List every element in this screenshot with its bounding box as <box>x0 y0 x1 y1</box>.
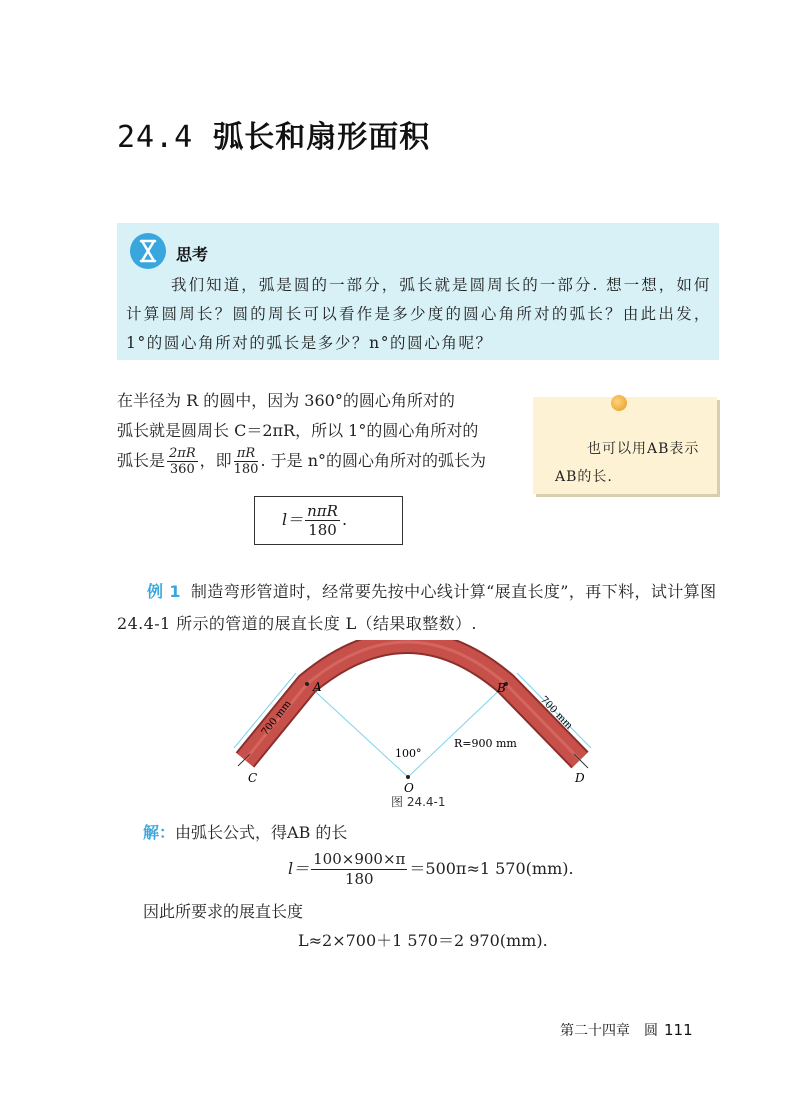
think-heading: 思考 <box>176 245 209 264</box>
eq1-den: 180 <box>344 870 374 888</box>
fraction-piR-180 <box>234 446 259 477</box>
equation-2: L≈2×700＋1 570＝2 970(mm). <box>298 931 548 950</box>
formula-lhs: l＝ <box>282 510 304 529</box>
eq1-rhs: ＝500π≈1 570(mm). <box>409 859 574 878</box>
pipe-body <box>245 642 580 760</box>
example-label: 例 1 <box>147 582 181 601</box>
label-right-length: 700 mm <box>537 694 575 732</box>
fraction-2piR-360 <box>167 446 198 477</box>
body-line-1: 在半径为 R 的圆中，因为 360°的圆心角所对的 <box>117 391 455 410</box>
arc-length-formula <box>282 502 347 539</box>
eq1-num: 100×900×π <box>313 850 406 868</box>
solution-line-2: 因此所要求的展直长度 <box>143 902 304 921</box>
label-radius: R=900 mm <box>454 737 517 750</box>
solution-label: 解： <box>143 823 176 842</box>
label-A: A <box>313 680 322 694</box>
label-O: O <box>404 781 414 795</box>
body-line-2: 弧长就是圆周长 C＝2πR，所以 1°的圆心角所对的 <box>117 421 479 440</box>
formula-num: nπR <box>307 502 338 520</box>
label-D: D <box>575 771 585 785</box>
section-title <box>117 112 430 156</box>
eq1-lhs: l＝ <box>288 859 310 878</box>
body-line-3-b: ，即 <box>199 451 232 470</box>
hourglass-icon <box>130 233 166 269</box>
example-1 <box>117 576 723 640</box>
body-paragraph <box>117 386 527 477</box>
formula-den: 180 <box>308 521 337 539</box>
body-line-3-a: 弧长是 <box>117 451 166 470</box>
figure-caption: 图 24.4-1 <box>391 795 446 809</box>
section-title-text: 弧长和扇形面积 <box>213 120 431 155</box>
solution-line-1 <box>143 820 347 843</box>
solution-text-1: 由弧长公式，得AB 的长 <box>175 823 348 842</box>
side-note-text: 也可以用AB表示AB的长. <box>555 441 700 485</box>
formula-fraction <box>305 502 340 539</box>
formula-tail: . <box>341 510 348 529</box>
frac2-num: πR <box>234 446 259 462</box>
think-text: 我们知道，弧是圆的一部分，弧长就是圆周长的一部分. 想一想，如何计算圆周长？圆的周长可以看作是多少度的圆心角所对的弧长？由此出发，1°的圆心角所对的弧长是多少？n°的圆心角呢？ <box>126 276 711 352</box>
example-text: 制造弯形管道时，经常要先按中心线计算“展直长度”，再下料，试计算图 24.4-1 所示的管道的展直长度 L（结果取整数）. <box>117 582 717 633</box>
label-angle: 100° <box>395 747 422 760</box>
label-left-length: 700 mm <box>259 698 294 738</box>
eq1-fraction <box>311 850 407 889</box>
page-footer <box>560 1020 693 1040</box>
frac1-num: 2πR <box>169 446 196 461</box>
point-A <box>305 682 309 686</box>
radius-line-OA <box>307 684 408 777</box>
chapter-title: 第二十四章 圆 <box>560 1023 658 1039</box>
frac2-den: 180 <box>233 462 259 477</box>
body-line-3-c: . 于是 n°的圆心角所对的弧长为 <box>260 451 487 470</box>
pin-icon <box>611 395 627 411</box>
page-number: 111 <box>664 1021 693 1039</box>
label-C: C <box>248 771 258 785</box>
point-O <box>406 775 410 779</box>
frac1-den: 360 <box>169 462 195 477</box>
label-B: B <box>497 681 506 695</box>
body-line-3 <box>117 446 527 477</box>
section-number: 24.4 <box>117 120 194 155</box>
radius-line-OB <box>408 684 506 777</box>
pipe-figure <box>210 640 630 800</box>
equation-1 <box>288 850 574 889</box>
